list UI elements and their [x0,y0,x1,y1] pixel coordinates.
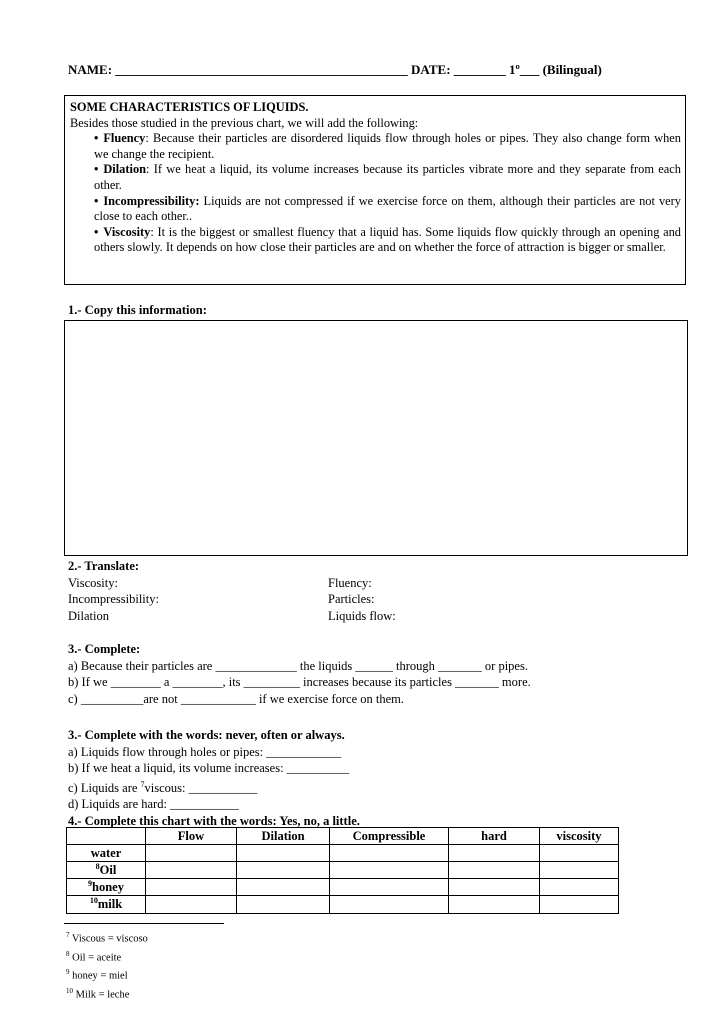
answer-cell[interactable] [540,845,619,862]
complete-line: a) Because their particles are _____________ the liquids ______ through _______ or pipes. [68,658,528,673]
footnote-text: Viscous = viscoso [69,933,148,945]
answer-cell[interactable] [237,862,330,879]
footnote-number: 10 [66,986,73,995]
footnote-number: 7 [66,931,70,939]
text-fluency: : Because their particles are disordered liquids flow through holes or pipes. They also change form when we change the recipient. [94,131,681,161]
footnote-text: honey = miel [69,970,128,982]
footnote [66,965,148,984]
complete-line: b) If we heat a liquid, its volume increases: __________ [68,761,350,775]
footnote [66,928,148,947]
complete-line-start: c) Liquids are [68,780,141,795]
question-3b-label: 3.- Complete with the words: never, often or always. [68,728,345,742]
answer-cell[interactable] [146,862,237,879]
chart-row-label [67,862,146,879]
translate-row [68,575,668,592]
bullet-icon: • [94,193,99,208]
footnote-divider [64,923,224,924]
translate-row [68,591,668,608]
answer-cell[interactable] [146,845,237,862]
list-item-viscosity [70,225,681,256]
liquid-name: Oil [99,863,117,878]
question-4-label: 4.- Complete this chart with the words: Yes, no, a little. [68,813,360,828]
chart-header-cell: Compressible [330,828,449,845]
chart-header-cell [67,828,146,845]
complete-line: d) Liquids are hard: ___________ [68,797,239,812]
translate-term: Dilation [68,608,109,623]
question-2 [68,558,668,624]
answer-cell[interactable] [330,862,449,879]
answer-cell[interactable] [146,896,237,913]
footnote-ref: 10 [89,896,98,906]
term-fluency: Fluency [103,131,146,146]
bullet-icon: • [94,131,99,146]
chart-header-cell: Flow [146,828,237,845]
complete-line-end: viscous: ___________ [144,780,258,795]
question-3b [68,727,360,829]
footnote [66,984,148,1003]
translate-term: Liquids flow: [328,608,396,623]
translate-term: Fluency: [328,575,372,590]
term-incompressibility: Incompressibility: [103,193,200,208]
footnote-text: Oil = aceite [69,952,122,963]
term-viscosity: Viscosity [103,224,151,239]
term-dilation: Dilation [103,162,147,177]
liquid-name: milk [97,897,123,912]
answer-cell[interactable] [237,896,330,913]
answer-cell[interactable] [237,845,330,862]
complete-line: c) __________are not ____________ if we exercise force on them. [68,691,405,706]
characteristics-box [64,95,686,285]
footnote-ref: 7 [140,779,145,789]
chart-header-cell: viscosity [540,828,619,845]
footnote-ref: 8 [95,862,100,872]
answer-cell[interactable] [449,862,540,879]
footnote-number: 8 [66,949,70,958]
chart-row-label [67,879,146,896]
characteristics-intro: Besides those studied in the previous chart, we will add the following: [70,115,419,130]
liquids-chart [66,827,619,914]
chart-row-label [67,896,146,913]
footnote-number: 9 [66,968,70,976]
question-3-label: 3.- Complete: [68,642,141,656]
answer-cell[interactable] [449,879,540,896]
bullet-icon: • [94,162,99,177]
footnote-text: Milk = leche [73,989,130,1000]
chart-header-cell: hard [449,828,540,845]
list-item-incompressibility [70,194,681,225]
translate-term: Particles: [328,592,375,606]
table-row [67,896,619,913]
answer-cell[interactable] [330,845,449,862]
text-viscosity: : It is the biggest or smallest fluency that a liquid has. Some liquids flow quickly through an opening and others slowly. It depends on how close their particles are and on whether the force of attraction is bigger or smaller. [94,224,681,255]
footnotes [66,928,148,1002]
answer-cell[interactable] [449,896,540,913]
question-1-label: 1.- Copy this information: [68,303,207,317]
footnote [66,947,148,966]
answer-cell[interactable] [237,879,330,896]
answer-cell[interactable] [449,845,540,862]
question-3 [68,641,531,707]
answer-cell[interactable] [540,862,619,879]
answer-cell[interactable] [540,896,619,913]
question-2-label: 2.- Translate: [68,559,140,573]
table-row [67,862,619,879]
name-date-line: NAME: _____________________________________________ DATE: ________ 1º___ (Bilingual) [68,62,602,77]
text-incompressibility: Liquids are not compressed if we exercise force on them, although their particles are not very close to each other.. [94,193,681,224]
complete-line: b) If we ________ a ________, its _________ increases because its particles _______ more. [68,675,531,689]
answer-cell[interactable] [146,879,237,896]
chart-header-row [67,828,619,845]
bullet-icon: • [94,224,99,239]
complete-line [68,777,360,797]
answer-cell[interactable] [330,896,449,913]
answer-cell[interactable] [330,879,449,896]
liquid-name: water [90,846,122,861]
chart-header-cell: Dilation [237,828,330,845]
characteristics-list [70,131,681,256]
chart-row-label [67,845,146,862]
copy-answer-box[interactable] [64,320,688,556]
complete-line: a) Liquids flow through holes or pipes: ____________ [68,744,342,759]
translate-term: Incompressibility: [68,592,159,606]
list-item-fluency [70,131,681,162]
answer-cell[interactable] [540,879,619,896]
text-dilation: : If we heat a liquid, its volume increases because its particles vibrate more and they separate from each other. [94,162,681,192]
table-row [67,845,619,862]
characteristics-title: SOME CHARACTERISTICS OF LIQUIDS. [70,100,309,114]
footnote-ref: 9 [88,879,93,889]
table-row [67,879,619,896]
translate-term: Viscosity: [68,575,118,590]
liquid-name: honey [92,880,124,895]
translate-row [68,608,668,625]
list-item-dilation [70,162,681,193]
